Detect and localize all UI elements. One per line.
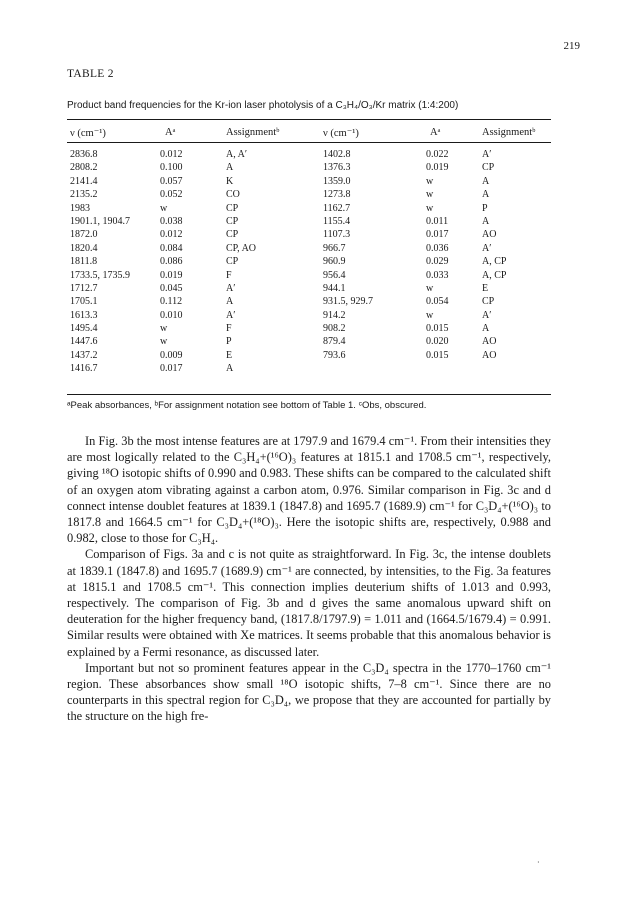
- header-absorbance-1: Aᵃ: [165, 127, 176, 138]
- table-row: [0, 349, 627, 362]
- absorbance-cell: w: [426, 202, 434, 214]
- assignment-cell: A, CP: [482, 269, 507, 281]
- assignment-cell: A: [482, 189, 490, 201]
- frequency-cell: 1402.8: [323, 149, 351, 160]
- header-assignment-2: Assignmentᵇ: [482, 127, 536, 138]
- assignment-cell: A, CP: [482, 256, 507, 268]
- header-absorbance-2: Aᵃ: [430, 127, 441, 138]
- assignment-cell: A: [226, 162, 234, 174]
- assignment-cell: A′: [226, 309, 236, 321]
- assignment-cell: A′: [482, 242, 492, 254]
- absorbance-cell: w: [160, 336, 168, 348]
- table-header-rule: [67, 142, 551, 143]
- frequency-cell: 1495.4: [70, 323, 98, 335]
- assignment-cell: CP: [226, 256, 239, 268]
- absorbance-cell: 0.012: [160, 149, 183, 160]
- assignment-cell: P: [226, 336, 232, 348]
- assignment-cell: CP: [482, 162, 495, 174]
- table-row: [0, 228, 627, 241]
- assignment-cell: F: [226, 269, 232, 281]
- page-number: 219: [563, 40, 580, 52]
- frequency-cell: 914.2: [323, 309, 346, 321]
- absorbance-cell: w: [426, 282, 434, 294]
- absorbance-cell: 0.019: [160, 269, 183, 281]
- frequency-cell: 1155.4: [323, 215, 351, 227]
- assignment-cell: A: [226, 296, 234, 308]
- frequency-cell: 956.4: [323, 269, 346, 281]
- frequency-cell: 1733.5, 1735.9: [70, 269, 130, 281]
- absorbance-cell: w: [426, 175, 434, 187]
- assignment-cell: E: [482, 282, 489, 294]
- header-frequency-2: ν (cm⁻¹): [323, 128, 359, 139]
- assignment-cell: E: [226, 349, 233, 361]
- table-row: [0, 309, 627, 322]
- frequency-cell: 1107.3: [323, 229, 351, 241]
- frequency-cell: 1273.8: [323, 189, 351, 201]
- absorbance-cell: 0.086: [160, 256, 183, 268]
- header-frequency-1: ν (cm⁻¹): [70, 128, 106, 139]
- absorbance-cell: 0.052: [160, 189, 183, 201]
- absorbance-cell: 0.019: [426, 162, 449, 174]
- table-row: [0, 269, 627, 282]
- assignment-cell: K: [226, 175, 234, 187]
- absorbance-cell: 0.015: [426, 349, 449, 361]
- frequency-cell: 2141.4: [70, 175, 98, 187]
- table-body: [0, 148, 627, 376]
- frequency-cell: 879.4: [323, 336, 346, 348]
- frequency-cell: 1983: [70, 202, 90, 214]
- table-row: [0, 215, 627, 228]
- frequency-cell: 1820.4: [70, 242, 98, 254]
- absorbance-cell: 0.036: [426, 242, 449, 254]
- paragraph: Important but not so prominent features appear in the C₃D₄ spectra in the 1770–1760 cm⁻¹ region. These absorbances show small ¹⁸O isotopic shifts, 7–8 cm⁻¹. Since there are no counterparts in this spectral region for C₃D₄, we propose that they are accounted for partially by the structure on the high fre-: [67, 660, 551, 724]
- table-row: [0, 148, 627, 161]
- absorbance-cell: w: [160, 323, 168, 335]
- assignment-cell: A′: [482, 309, 492, 321]
- absorbance-cell: 0.038: [160, 215, 183, 227]
- absorbance-cell: w: [426, 309, 434, 321]
- stray-mark: ·: [537, 858, 540, 867]
- header-assignment-1: Assignmentᵇ: [226, 127, 280, 138]
- table-row: [0, 255, 627, 268]
- body-text: [67, 433, 551, 725]
- absorbance-cell: 0.045: [160, 282, 183, 294]
- assignment-cell: A′: [482, 149, 492, 160]
- assignment-cell: A: [226, 363, 234, 375]
- table-row: [0, 282, 627, 295]
- table-top-rule: [67, 119, 551, 120]
- frequency-cell: 1359.0: [323, 175, 351, 187]
- frequency-cell: 2836.8: [70, 149, 98, 160]
- frequency-cell: 1705.1: [70, 296, 98, 308]
- frequency-cell: 1901.1, 1904.7: [70, 215, 130, 227]
- table-row: [0, 335, 627, 348]
- frequency-cell: 1376.3: [323, 162, 351, 174]
- absorbance-cell: 0.084: [160, 242, 183, 254]
- assignment-cell: AO: [482, 336, 497, 348]
- absorbance-cell: 0.033: [426, 269, 449, 281]
- assignment-cell: CP: [226, 202, 239, 214]
- absorbance-cell: 0.054: [426, 296, 449, 308]
- assignment-cell: F: [226, 323, 232, 335]
- assignment-cell: CP: [226, 229, 239, 241]
- assignment-cell: A′: [226, 282, 236, 294]
- table-row: [0, 161, 627, 174]
- frequency-cell: 2808.2: [70, 162, 98, 174]
- absorbance-cell: 0.100: [160, 162, 183, 174]
- absorbance-cell: 0.112: [160, 296, 183, 308]
- absorbance-cell: 0.011: [426, 215, 449, 227]
- assignment-cell: AO: [482, 229, 497, 241]
- table-row: [0, 295, 627, 308]
- table-row: [0, 242, 627, 255]
- assignment-cell: P: [482, 202, 488, 214]
- frequency-cell: 944.1: [323, 282, 346, 294]
- absorbance-cell: w: [426, 189, 434, 201]
- paragraph: Comparison of Figs. 3a and c is not quite as straightforward. In Fig. 3c, the intense doublets at 1839.1 (1847.8) and 1695.7 (1689.9) cm⁻¹ are connected, by intensities, to the Fig. 3a features at 1815.1 and 1708.5 cm⁻¹. This connection implies deuterium shifts of 1.013 and 0.993, respectively. The comparison of Fig. 3b and d gives the same anomalous upward shift on deuteration for the higher frequency band, (1817.8/1797.9) = 1.011 and (1664.5/1679.4) = 0.991. Similar results were obtained with Xe matrices. It seems probable that this anomalous behavior is explained by a Fermi resonance, as discussed later.: [67, 547, 551, 659]
- frequency-cell: 966.7: [323, 242, 346, 254]
- table-bottom-rule: [67, 394, 551, 395]
- frequency-cell: 1811.8: [70, 256, 98, 268]
- absorbance-cell: 0.015: [426, 323, 449, 335]
- absorbance-cell: 0.017: [426, 229, 449, 241]
- assignment-cell: A: [482, 175, 490, 187]
- frequency-cell: 1162.7: [323, 202, 351, 214]
- assignment-cell: CO: [226, 189, 240, 201]
- assignment-cell: A: [482, 215, 490, 227]
- assignment-cell: CP: [226, 215, 239, 227]
- frequency-cell: 908.2: [323, 323, 346, 335]
- frequency-cell: 793.6: [323, 349, 346, 361]
- frequency-cell: 960.9: [323, 256, 346, 268]
- absorbance-cell: 0.010: [160, 309, 183, 321]
- absorbance-cell: w: [160, 202, 168, 214]
- frequency-cell: 1447.6: [70, 336, 98, 348]
- absorbance-cell: 0.020: [426, 336, 449, 348]
- absorbance-cell: 0.012: [160, 229, 183, 241]
- absorbance-cell: 0.029: [426, 256, 449, 268]
- frequency-cell: 2135.2: [70, 189, 98, 201]
- frequency-cell: 1613.3: [70, 309, 98, 321]
- table-row: [0, 202, 627, 215]
- assignment-cell: CP: [482, 296, 495, 308]
- table-caption: Product band frequencies for the Kr-ion laser photolysis of a C₃H₄/O₃/Kr matrix (1:4:200): [67, 100, 459, 111]
- absorbance-cell: 0.022: [426, 149, 449, 160]
- table-row: [0, 322, 627, 335]
- table-row: [0, 188, 627, 201]
- assignment-cell: A, A′: [226, 149, 248, 160]
- assignment-cell: AO: [482, 349, 497, 361]
- absorbance-cell: 0.009: [160, 349, 183, 361]
- table-row: [0, 362, 627, 375]
- absorbance-cell: 0.057: [160, 175, 183, 187]
- frequency-cell: 1712.7: [70, 282, 98, 294]
- frequency-cell: 1437.2: [70, 349, 98, 361]
- assignment-cell: CP, AO: [226, 242, 257, 254]
- table-footnote: ᵃPeak absorbances, ᵇFor assignment notation see bottom of Table 1. ᶜObs, obscured.: [67, 400, 427, 411]
- absorbance-cell: 0.017: [160, 363, 183, 375]
- frequency-cell: 1872.0: [70, 229, 98, 241]
- table-label: TABLE 2: [67, 68, 114, 80]
- table-row: [0, 175, 627, 188]
- frequency-cell: 931.5, 929.7: [323, 296, 373, 308]
- paragraph: In Fig. 3b the most intense features are at 1797.9 and 1679.4 cm⁻¹. From their intensities they are most logically related to the C₃H₄+(¹⁶O)₃ features at 1815.1 and 1708.5 cm⁻¹, respectively, giving ¹⁸O isotopic shifts of 0.990 and 0.983. These shifts can be compared to the calculated shift of an oxygen atom vibrating against a carbon atom, 0.976. Similar comparison in Fig. 3c and d connect intense doublet features at 1839.1 (1847.8) and 1695.7 (1689.9) cm⁻¹ for C₃D₄+(¹⁶O)₃ to 1817.8 and 1664.5 cm⁻¹ for C₃D₄+(¹⁸O)₃. Here the isotopic shifts are, respectively, 0.988 and 0.982, close to those for C₃H₄.: [67, 434, 551, 546]
- frequency-cell: 1416.7: [70, 363, 98, 375]
- assignment-cell: A: [482, 323, 490, 335]
